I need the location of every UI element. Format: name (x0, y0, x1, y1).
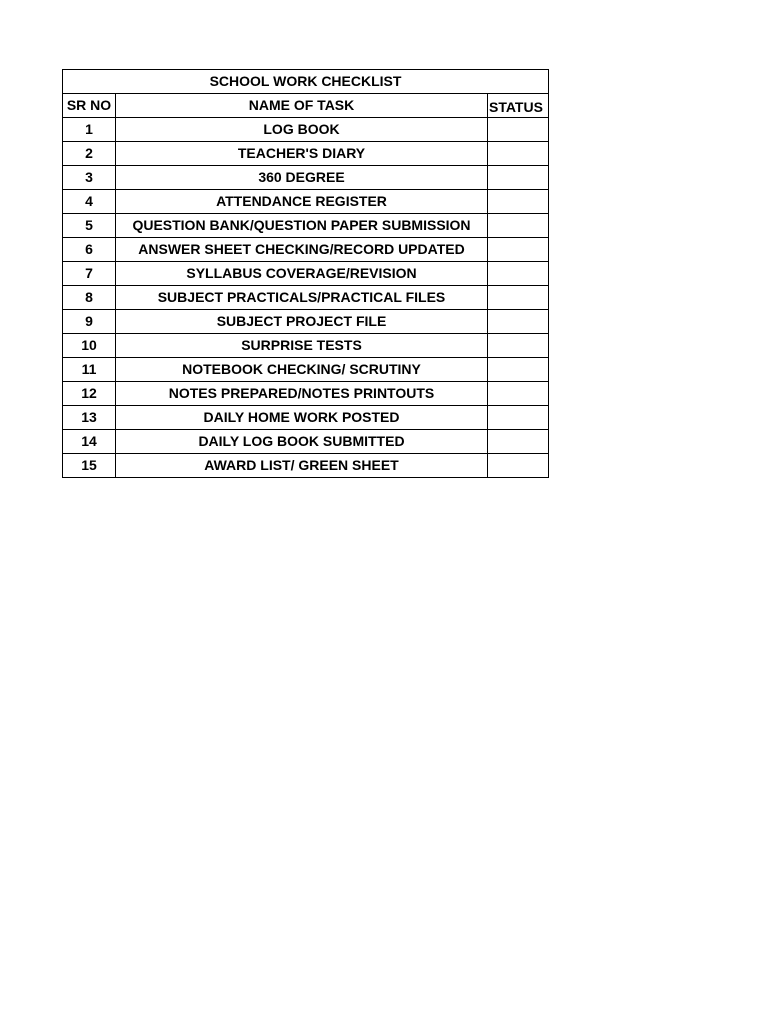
header-row (63, 94, 549, 118)
sr-no-cell: 4 (63, 190, 116, 214)
status-cell[interactable] (488, 214, 549, 238)
header-status: STATUS (488, 94, 549, 118)
table-row (63, 382, 549, 406)
status-cell[interactable] (488, 430, 549, 454)
table-row (63, 118, 549, 142)
checklist-title: SCHOOL WORK CHECKLIST (63, 70, 549, 94)
sr-no-cell: 9 (63, 310, 116, 334)
task-name-cell: SUBJECT PROJECT FILE (116, 310, 488, 334)
task-name-cell: ANSWER SHEET CHECKING/RECORD UPDATED (116, 238, 488, 262)
task-name-cell: AWARD LIST/ GREEN SHEET (116, 454, 488, 478)
title-row (63, 70, 549, 94)
header-task-name: NAME OF TASK (116, 94, 488, 118)
status-cell[interactable] (488, 358, 549, 382)
status-cell[interactable] (488, 454, 549, 478)
table-row (63, 142, 549, 166)
table-row (63, 430, 549, 454)
task-name-cell: TEACHER'S DIARY (116, 142, 488, 166)
task-name-cell: ATTENDANCE REGISTER (116, 190, 488, 214)
status-cell[interactable] (488, 334, 549, 358)
status-cell[interactable] (488, 190, 549, 214)
status-cell[interactable] (488, 382, 549, 406)
sr-no-cell: 15 (63, 454, 116, 478)
sr-no-cell: 1 (63, 118, 116, 142)
sr-no-cell: 12 (63, 382, 116, 406)
table-row (63, 262, 549, 286)
table-row (63, 310, 549, 334)
sr-no-cell: 3 (63, 166, 116, 190)
sr-no-cell: 2 (63, 142, 116, 166)
sr-no-cell: 14 (63, 430, 116, 454)
task-name-cell: NOTES PREPARED/NOTES PRINTOUTS (116, 382, 488, 406)
checklist-sheet (62, 69, 548, 478)
table-row (63, 334, 549, 358)
status-cell[interactable] (488, 118, 549, 142)
status-cell[interactable] (488, 286, 549, 310)
sr-no-cell: 6 (63, 238, 116, 262)
task-name-cell: QUESTION BANK/QUESTION PAPER SUBMISSION (116, 214, 488, 238)
table-row (63, 190, 549, 214)
table-row (63, 454, 549, 478)
sr-no-cell: 13 (63, 406, 116, 430)
status-cell[interactable] (488, 142, 549, 166)
task-name-cell: SYLLABUS COVERAGE/REVISION (116, 262, 488, 286)
sr-no-cell: 11 (63, 358, 116, 382)
table-row (63, 286, 549, 310)
sr-no-cell: 10 (63, 334, 116, 358)
table-row (63, 406, 549, 430)
sr-no-cell: 8 (63, 286, 116, 310)
sr-no-cell: 5 (63, 214, 116, 238)
task-name-cell: SUBJECT PRACTICALS/PRACTICAL FILES (116, 286, 488, 310)
table-row (63, 358, 549, 382)
task-name-cell: DAILY LOG BOOK SUBMITTED (116, 430, 488, 454)
status-cell[interactable] (488, 262, 549, 286)
checklist-table (62, 69, 549, 478)
table-row (63, 166, 549, 190)
table-row (63, 238, 549, 262)
task-name-cell: LOG BOOK (116, 118, 488, 142)
status-cell[interactable] (488, 166, 549, 190)
sr-no-cell: 7 (63, 262, 116, 286)
table-row (63, 214, 549, 238)
header-sr-no: SR NO (63, 94, 116, 118)
task-name-cell: DAILY HOME WORK POSTED (116, 406, 488, 430)
status-cell[interactable] (488, 310, 549, 334)
task-name-cell: 360 DEGREE (116, 166, 488, 190)
task-name-cell: SURPRISE TESTS (116, 334, 488, 358)
status-cell[interactable] (488, 406, 549, 430)
task-name-cell: NOTEBOOK CHECKING/ SCRUTINY (116, 358, 488, 382)
status-cell[interactable] (488, 238, 549, 262)
